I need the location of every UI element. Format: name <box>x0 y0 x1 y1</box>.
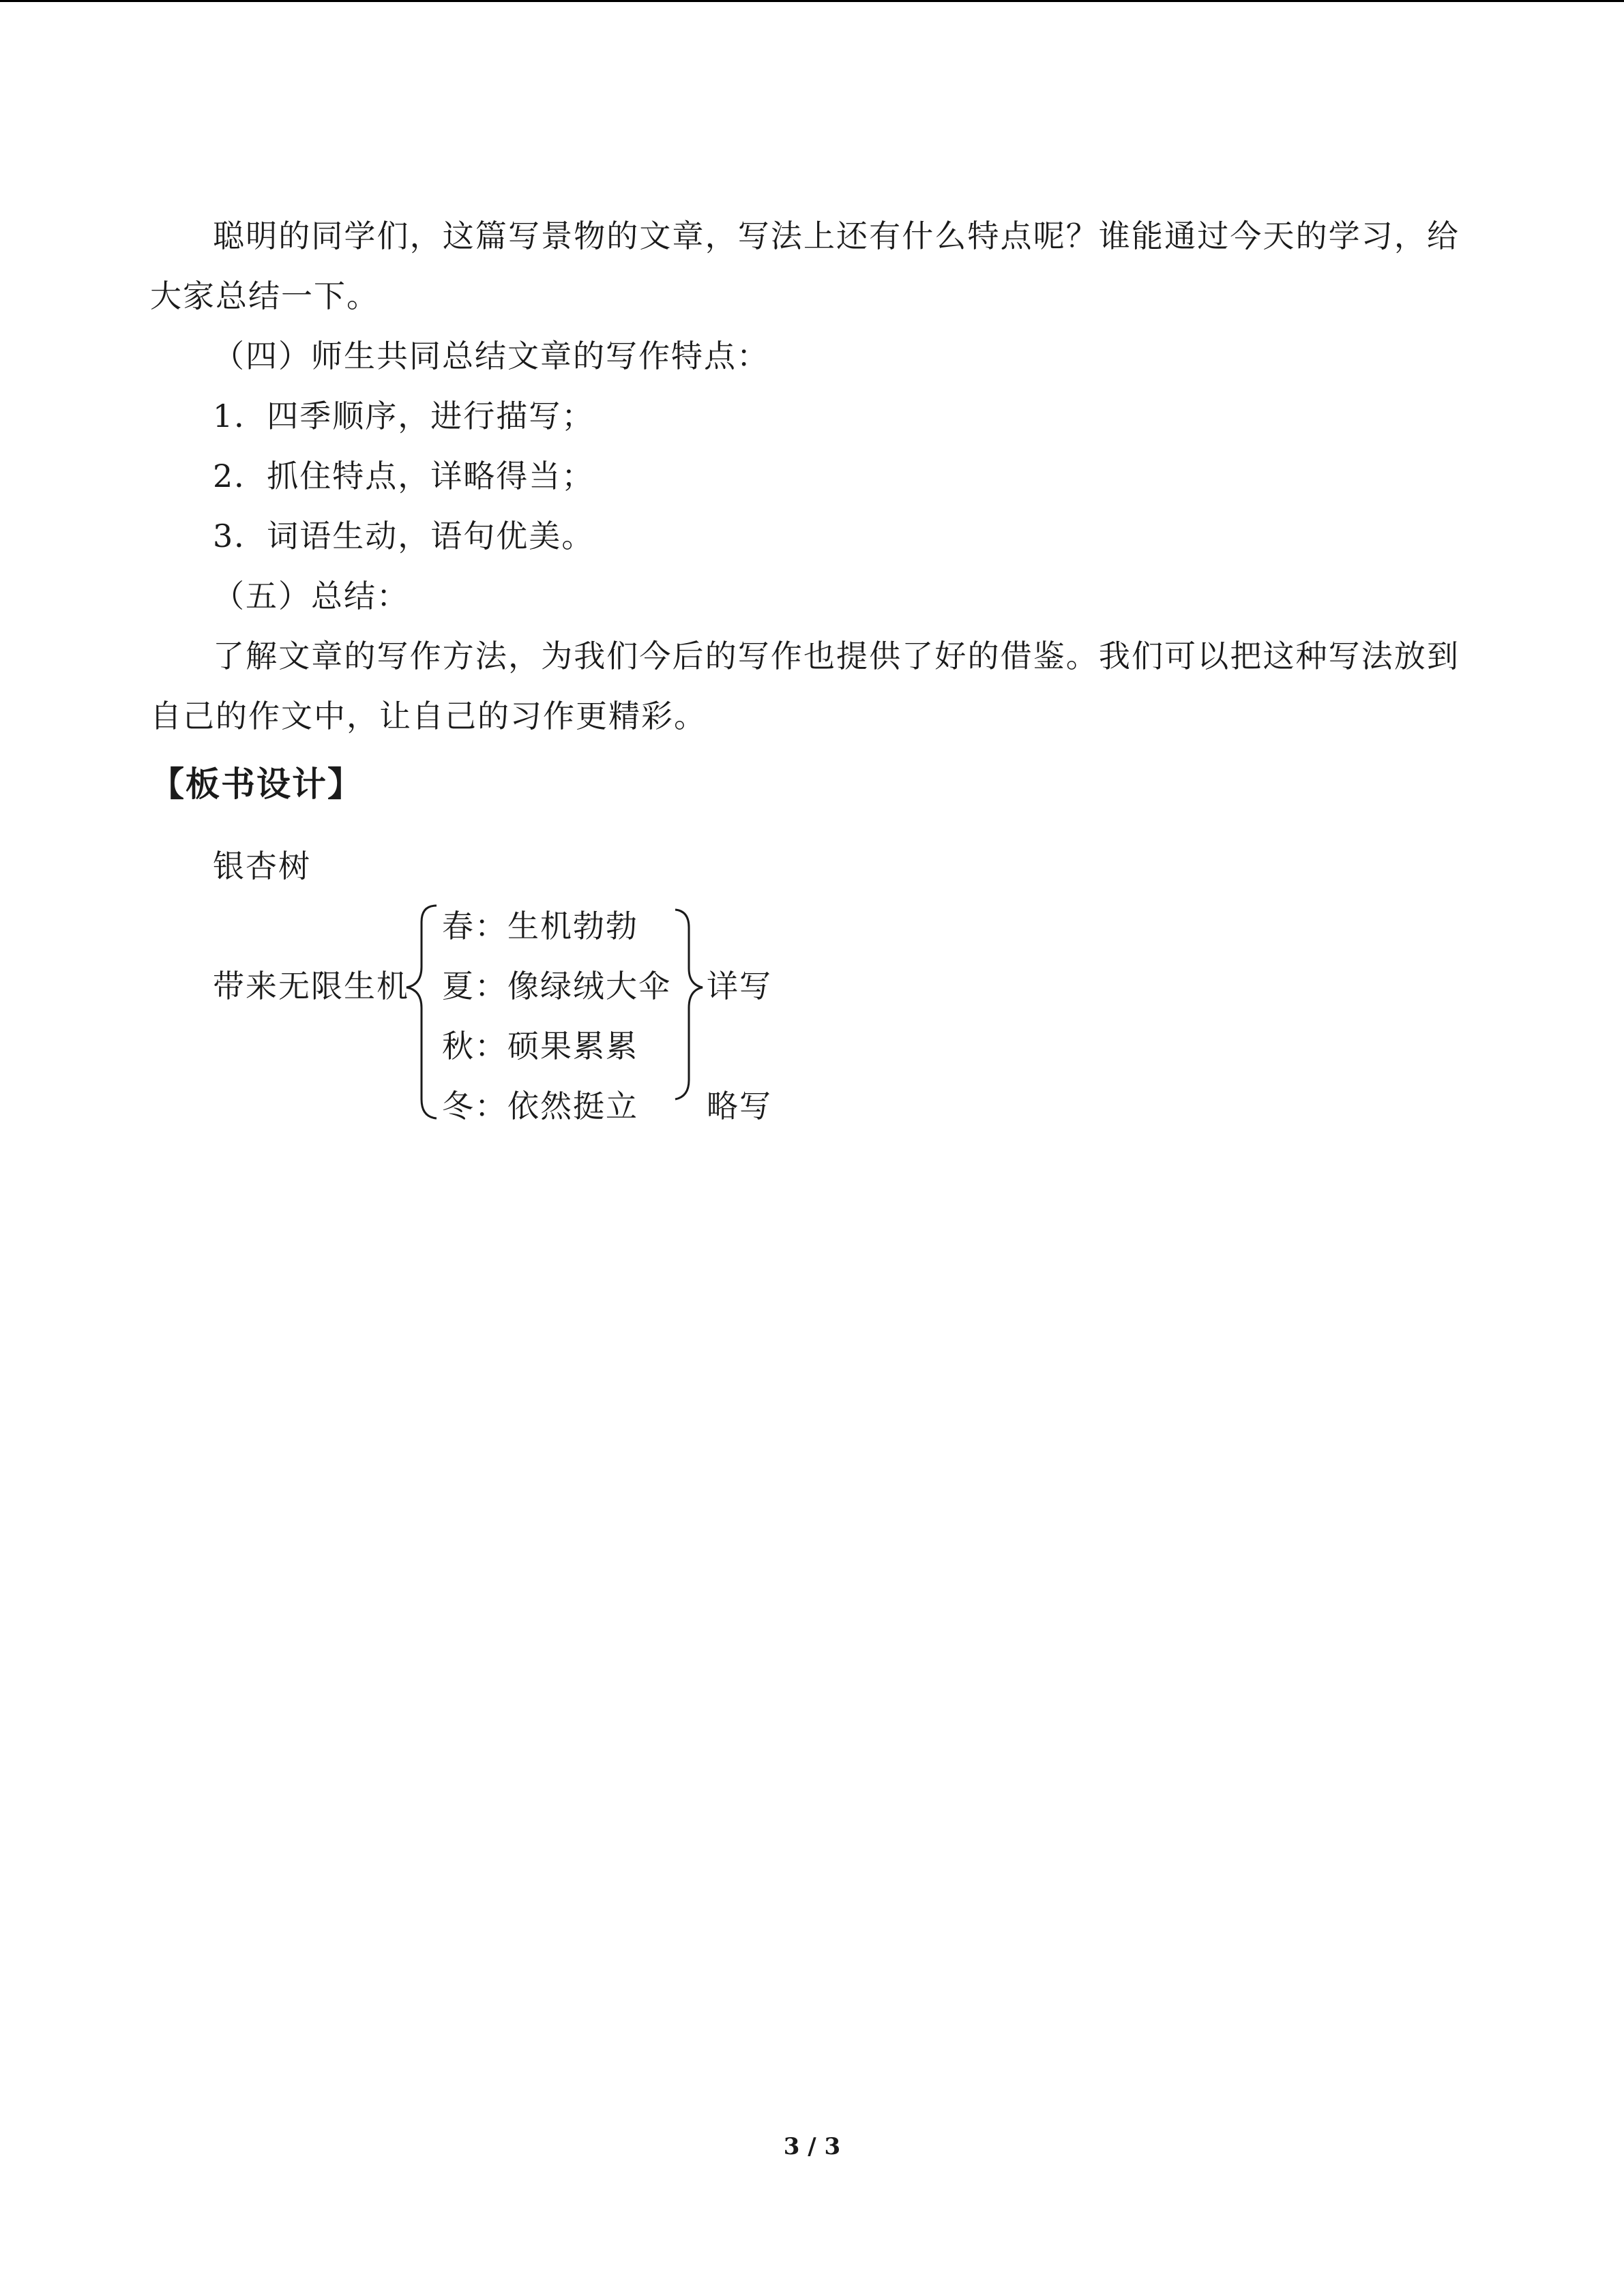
season-summer: 夏：像绿绒大伞 <box>442 968 671 1004</box>
season-autumn: 秋：硕果累累 <box>442 1028 638 1064</box>
brief-writing-label: 略写 <box>707 1088 772 1124</box>
step-5-heading: （五）总结： <box>213 578 409 614</box>
board-main-label: 带来无限生机 <box>213 968 409 1004</box>
writing-feature-item: 1．四季顺序，进行描写； <box>213 398 595 434</box>
writing-feature-item: 3．词语生动，语句优美。 <box>213 518 595 554</box>
board-title: 银杏树 <box>213 848 311 884</box>
left-brace <box>407 906 437 1118</box>
board-design-heading: 【板书设计】 <box>150 764 363 804</box>
page-number: 3 / 3 <box>783 2133 841 2160</box>
season-winter: 冬：依然挺立 <box>442 1088 638 1124</box>
detailed-writing-label: 详写 <box>707 968 772 1004</box>
season-spring: 春：生机勃勃 <box>442 908 638 944</box>
writing-feature-item: 2．抓住特点，详略得当； <box>213 458 595 494</box>
paragraph-summary-question: 聪明的同学们，这篇写景物的文章，写法上还有什么特点呢？谁能通过今天的学习，给大家总结一下。 <box>150 218 1460 314</box>
step-4-heading: （四）师生共同总结文章的写作特点： <box>213 338 769 374</box>
right-brace <box>675 910 703 1099</box>
paragraph-conclusion: 了解文章的写作方法，为我们今后的写作也提供了好的借鉴。我们可以把这种写法放到自己的作文中，让自己的习作更精彩。 <box>150 638 1460 734</box>
